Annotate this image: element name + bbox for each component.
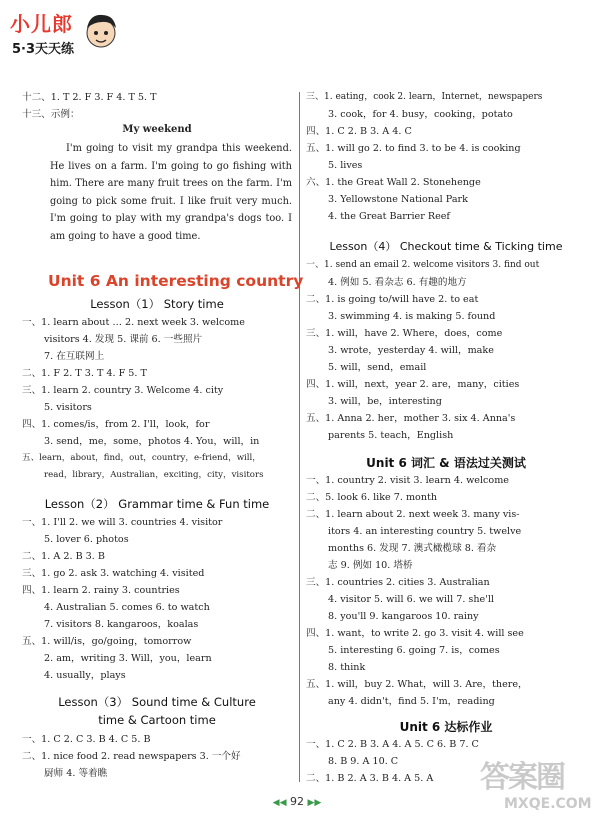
cartoon-boy-icon <box>82 10 120 52</box>
answer-line: 十二、1. T 2. F 3. F 4. T 5. T <box>22 92 157 103</box>
answer-line: 3. Yellowstone National Park <box>328 194 468 205</box>
answer-line: 5. lover 6. photos <box>44 534 129 545</box>
page-footer <box>252 795 342 808</box>
answer-line: 五、1. will，buy 2. What，will 3. Are，there， <box>306 679 528 690</box>
answer-line: 4. the Great Barrier Reef <box>328 211 450 222</box>
next-arrow-icon: ▶▶ <box>307 798 322 808</box>
answer-line: 一、1. country 2. visit 3. learn 4. welcome <box>306 475 509 486</box>
answer-line: months 6. 发现 7. 澳式橄榄球 8. 看杂 <box>328 543 497 554</box>
answer-line: 3. send，me，some，photos 4. You，will，in <box>44 436 260 447</box>
answer-line: parents 5. teach，English <box>328 430 454 441</box>
answer-line: 5. interesting 6. going 7. is，comes <box>328 645 500 656</box>
answer-line: 7. visitors 8. kangaroos，koalas <box>44 619 199 630</box>
brand-series: 5·3天天练 <box>12 42 75 57</box>
answer-line: 3. will，be，interesting <box>328 396 442 407</box>
answer-line: 三、1. countries 2. cities 3. Australian <box>306 577 490 588</box>
answer-line: 3. cook，for 4. busy，cooking，potato <box>328 109 513 120</box>
answer-line: 三、1. go 2. ask 3. watching 4. visited <box>22 568 205 579</box>
answer-line: 二、1. A 2. B 3. B <box>22 551 105 562</box>
section-heading: Unit 6 达标作业 <box>399 720 493 734</box>
essay-title: My weekend <box>122 124 192 135</box>
answer-line: 厨师 4. 等着瞧 <box>44 768 108 779</box>
answer-line: 一、1. send an email 2. welcome visitors 3. find out <box>306 260 540 270</box>
answer-line: 五、1. will go 2. to find 3. to be 4. is cooking <box>306 143 521 154</box>
watermark <box>470 752 595 818</box>
unit-title: Unit 6 An interesting country <box>48 272 304 290</box>
answer-line: 8. B 9. A 10. C <box>328 756 399 767</box>
answer-line: 二、1. is going to/will have 2. to eat <box>306 294 479 305</box>
answer-line: 8. you'll 9. kangaroos 10. rainy <box>328 611 479 622</box>
answer-line: 二、1. F 2. T 3. T 4. F 5. T <box>22 368 147 379</box>
lesson-heading: Lesson（3） Sound time & Culture <box>58 695 256 709</box>
answer-line: 8. think <box>328 662 366 673</box>
answer-line: 五、learn，about，find，out，country，e-friend，will， <box>22 453 261 463</box>
brand-logo <box>8 6 126 68</box>
answer-line: 四、1. want，to write 2. go 3. visit 4. will see <box>306 628 524 639</box>
answer-line: 一、1. C 2. C 3. B 4. C 5. B <box>22 734 151 745</box>
lesson-heading: Lesson（2） Grammar time & Fun time <box>44 497 270 511</box>
answer-line: 4. 例如 5. 看杂志 6. 有趣的地方 <box>328 277 467 288</box>
answer-line: 五、1. Anna 2. her，mother 3. six 4. Anna's <box>306 413 516 424</box>
answer-line: 二、5. look 6. like 7. month <box>306 492 438 503</box>
watermark-text: 答案圈 <box>480 760 564 795</box>
answer-line: 三、1. eating，cook 2. learn，Internet，newspapers <box>306 92 543 102</box>
brand-name: 小儿郎 <box>10 12 73 36</box>
answer-line: 4. usually，plays <box>44 670 126 681</box>
answer-line: 4. visitor 5. will 6. we will 7. she'll <box>328 594 494 605</box>
answer-line: 5. visitors <box>44 402 92 413</box>
essay-text: I'm going to visit my grandpa this weekend. He lives on a farm. I'm going to go fishing with him. There are many fruit trees on the farm. I'm going to pick some fruit. I like fruit very much. I'm going to play with my grandpa's dogs too. I am going to have a good time. <box>50 143 292 242</box>
answer-line: 二、1. nice food 2. read newspapers 3. 一个好 <box>22 751 241 762</box>
answer-line: 五、1. will/is，go/going，tomorrow <box>22 636 192 647</box>
answer-line: 2. am，writing 3. Will，you，learn <box>44 653 212 664</box>
answer-line: 三、1. learn 2. country 3. Welcome 4. city <box>22 385 224 396</box>
answer-line: 四、1. comes/is，from 2. I'll，look，for <box>22 419 210 430</box>
answer-line: 一、1. C 2. B 3. A 4. A 5. C 6. B 7. C <box>306 739 479 750</box>
answer-line: 5. will，send，email <box>328 362 427 373</box>
answer-line: 十三、示例： <box>22 109 80 120</box>
answer-line: 三、1. will，have 2. Where，does，come <box>306 328 503 339</box>
answer-line: 4. Australian 5. comes 6. to watch <box>44 602 210 613</box>
prev-arrow-icon: ◀◀ <box>272 798 287 808</box>
answer-line: 一、1. I'll 2. we will 3. countries 4. visitor <box>22 517 223 528</box>
lesson-heading: Lesson（4） Checkout time & Ticking time <box>329 240 563 253</box>
answer-line: 3. swimming 4. is making 5. found <box>328 311 496 322</box>
lesson-heading: time & Cartoon time <box>98 713 216 727</box>
answer-line: visitors 4. 发现 5. 课前 6. 一些照片 <box>44 334 203 345</box>
answer-line: 四、1. learn 2. rainy 3. countries <box>22 585 180 596</box>
answer-line: 3. wrote，yesterday 4. will，make <box>328 345 494 356</box>
answer-line: 二、1. learn about 2. next week 3. many vis- <box>306 509 520 520</box>
column-divider <box>299 92 300 782</box>
answer-line: itors 4. an interesting country 5. twelve <box>328 526 522 537</box>
answer-line: 志 9. 例如 10. 塔桥 <box>328 560 413 571</box>
page-number: 92 <box>290 795 304 808</box>
section-heading: Unit 6 词汇 & 语法过关测试 <box>366 456 526 470</box>
answer-line: 一、1. learn about … 2. next week 3. welcome <box>22 317 245 328</box>
answer-line: 六、1. the Great Wall 2. Stonehenge <box>306 177 481 188</box>
lesson-heading: Lesson（1） Story time <box>90 297 224 311</box>
watermark-url: MXQE.COM <box>504 796 592 812</box>
answer-line: 四、1. will，next，year 2. are，many，cities <box>306 379 520 390</box>
answer-line: 二、1. B 2. A 3. B 4. A 5. A <box>306 773 434 784</box>
answer-line: 7. 在互联网上 <box>44 351 105 362</box>
answer-line: 5. lives <box>328 160 363 171</box>
answer-line: read，library，Australian，exciting，city，visitors <box>44 470 264 480</box>
answer-line: 四、1. C 2. B 3. A 4. C <box>306 126 412 137</box>
answer-line: any 4. didn't，find 5. I'm，reading <box>328 696 495 707</box>
